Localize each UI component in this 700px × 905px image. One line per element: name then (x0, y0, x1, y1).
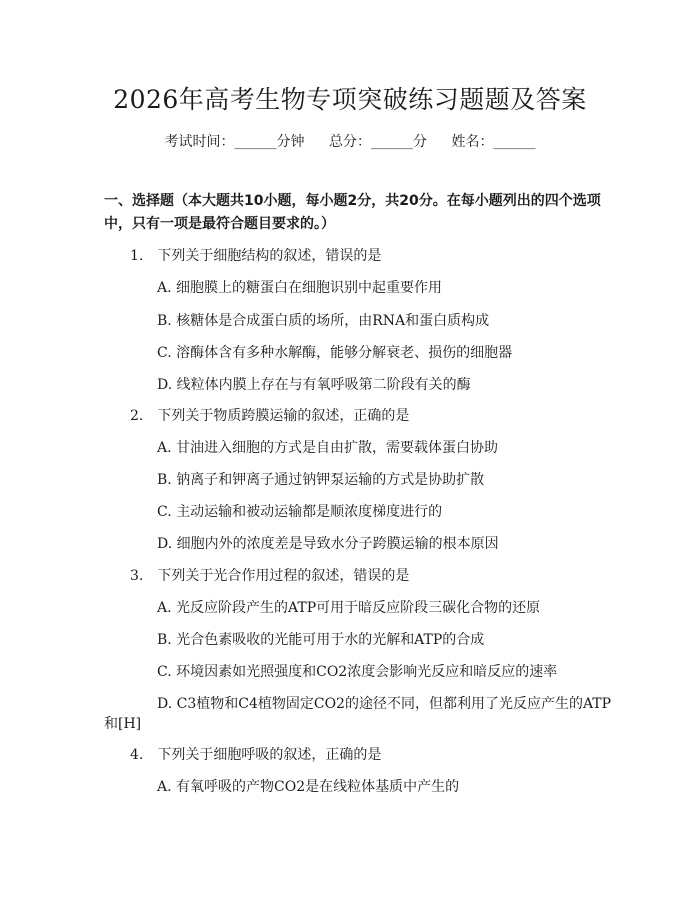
question-3-stem: 3. 下列关于光合作用过程的叙述，错误的是 (130, 568, 410, 584)
exam-info (0, 131, 700, 151)
document-title: 2026年高考生物专项突破练习题题及答案 (113, 85, 587, 114)
question-3-option-a: A. 光反应阶段产生的ATP可用于暗反应阶段三碳化合物的还原 (157, 600, 541, 616)
question-1-stem: 1. 下列关于细胞结构的叙述，错误的是 (130, 248, 382, 264)
question-3-option-d: D. C3植物和C4植物固定CO2的途径不同，但都利用了光反应产生的ATP (157, 696, 612, 712)
question-2-option-d: D. 细胞内外的浓度差是导致水分子跨膜运输的根本原因 (157, 536, 499, 552)
section-header: 一、选择题（本大题共10小题，每小题2分，共20分。在每小题列出的四个选项中，只有一项是最符合题目要求的。） (104, 193, 601, 232)
exam-time-field: 考试时间：______分钟 (164, 134, 305, 150)
total-score-field: 总分：______分 (329, 134, 427, 150)
question-3-option-c: C. 环境因素如光照强度和CO2浓度会影响光反应和暗反应的速率 (157, 664, 558, 680)
question-4-stem: 4. 下列关于细胞呼吸的叙述，正确的是 (130, 747, 382, 763)
question-4-option-a: A. 有氧呼吸的产物CO2是在线粒体基质中产生的 (157, 779, 460, 795)
question-2-option-c: C. 主动运输和被动运输都是顺浓度梯度进行的 (157, 504, 443, 520)
question-2-option-a: A. 甘油进入细胞的方式是自由扩散，需要载体蛋白协助 (157, 440, 499, 456)
name-field: 姓名：______ (451, 134, 536, 150)
question-1-option-c: C. 溶酶体含有多种水解酶，能够分解衰老、损伤的细胞器 (157, 345, 513, 361)
question-3-option-b: B. 光合色素吸收的光能可用于水的光解和ATP的合成 (157, 632, 485, 648)
question-1-option-a: A. 细胞膜上的糖蛋白在细胞识别中起重要作用 (157, 280, 443, 296)
question-2-stem: 2. 下列关于物质跨膜运输的叙述，正确的是 (130, 408, 410, 424)
question-1-option-b: B. 核糖体是合成蛋白质的场所，由RNA和蛋白质构成 (157, 313, 490, 329)
question-2-option-b: B. 钠离子和钾离子通过钠钾泵运输的方式是协助扩散 (157, 472, 485, 488)
question-1-option-d: D. 线粒体内膜上存在与有氧呼吸第二阶段有关的酶 (157, 377, 471, 393)
question-3-option-d-continuation: 和[H] (104, 716, 142, 732)
